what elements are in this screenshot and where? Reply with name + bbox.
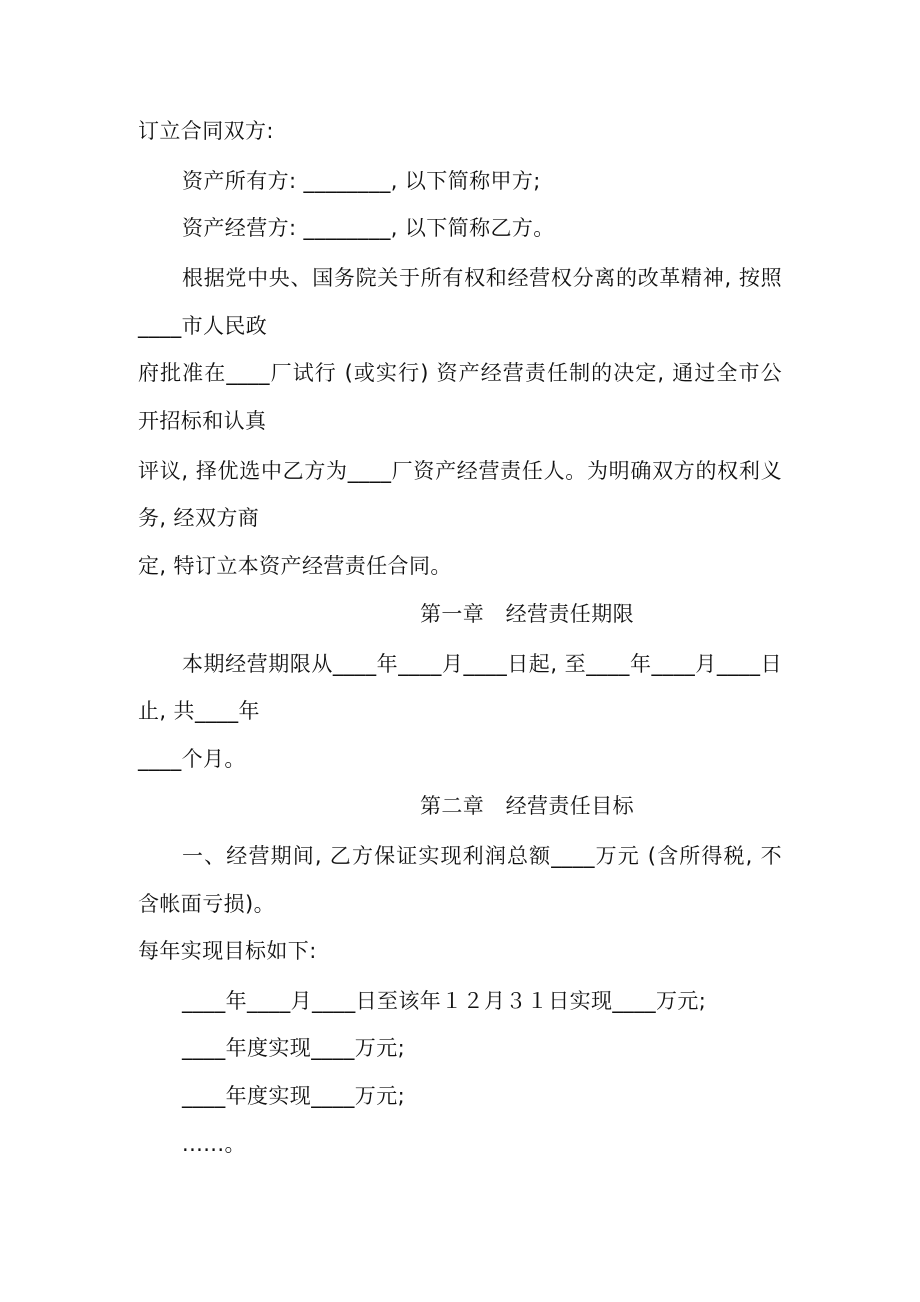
annual-target-ellipsis: ......。 [182, 1132, 246, 1156]
basis-paragraph-line-1: 根据党中央、国务院关于所有权和经营权分离的改革精神, 按照 [182, 266, 782, 290]
basis-paragraph-line-2: ____市人民政 [138, 314, 268, 338]
target-line-1: 一、经营期间, 乙方保证实现利润总额____万元 (含所得税, 不 [182, 844, 782, 868]
basis-paragraph-line-4: 开招标和认真 [138, 409, 267, 433]
annual-target-first-period: ____年____月____日至该年１２月３１日实现____万元; [182, 989, 707, 1013]
chapter-two-heading: 第二章 经营责任目标 [420, 794, 634, 818]
annual-target-intro: 每年实现目标如下: [138, 939, 317, 963]
basis-paragraph-line-3: 府批准在____厂试行 (或实行) 资产经营责任制的决定, 通过全市公 [138, 361, 782, 385]
annual-target-year-2: ____年度实现____万元; [182, 1084, 406, 1108]
term-line-2: 止, 共____年 [138, 699, 260, 723]
basis-paragraph-line-5: 评议, 择优选中乙方为____厂资产经营责任人。为明确双方的权利义 [138, 459, 782, 483]
term-line-1: 本期经营期限从____年____月____日起, 至____年____月____日 [182, 652, 782, 676]
parties-intro: 订立合同双方: [138, 119, 274, 143]
basis-paragraph-line-6: 务, 经双方商 [138, 506, 260, 530]
annual-target-year-1: ____年度实现____万元; [182, 1036, 406, 1060]
basis-paragraph-line-7: 定, 特订立本资产经营责任合同。 [138, 554, 452, 578]
asset-owner-line: 资产所有方: ________, 以下简称甲方; [182, 169, 541, 193]
target-line-2: 含帐面亏损)。 [138, 892, 275, 916]
asset-operator-line: 资产经营方: ________, 以下简称乙方。 [182, 216, 555, 240]
chapter-one-heading: 第一章 经营责任期限 [420, 602, 634, 626]
term-line-3: ____个月。 [138, 747, 246, 771]
